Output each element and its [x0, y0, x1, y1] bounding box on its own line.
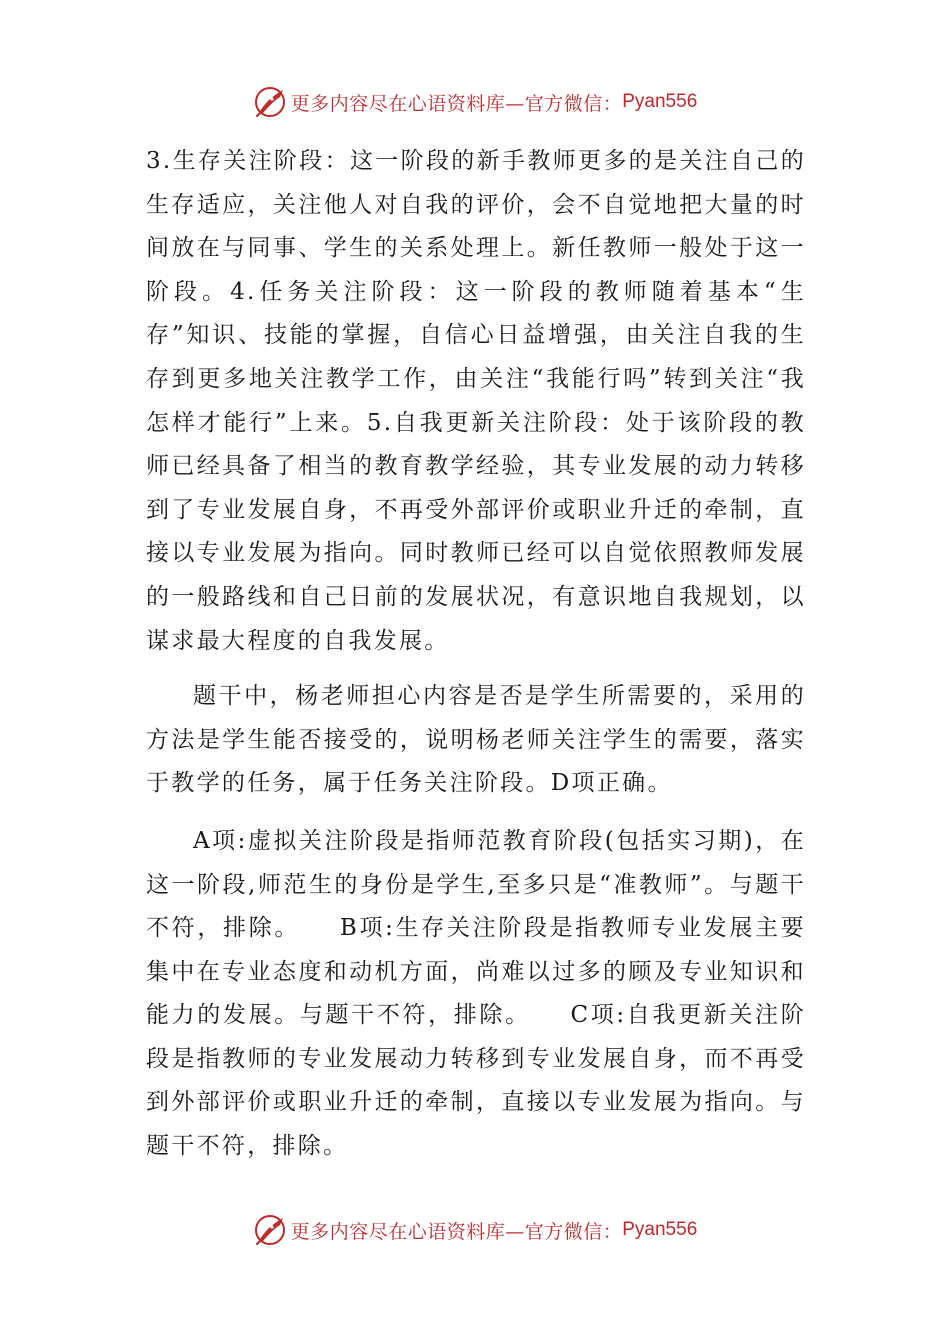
pen-nib-logo-icon: [253, 85, 287, 119]
header-banner-text: 更多内容尽在心语资料库—官方微信：: [290, 92, 623, 115]
footer-banner: [0, 1212, 950, 1248]
paragraph-teacher-stages: 3.生存关注阶段：这一阶段的新手教师更多的是关注自己的生存适应，关注他人对自我的评价，会不自觉地把大量的时间放在与同事、学生的关系处理上。新任教师一般处于这一阶段。4.任务关注阶段：这一阶段的教师随着基本“生存”知识、技能的掌握，自信心日益增强，由关注自我的生存到更多地关注教学工作，由关注“我能行吗”转到关注“我怎样才能行”上来。5.自我更新关注阶段：处于该阶段的教师已经具备了相当的教育教学经验，其专业发展的动力转移到了专业发展自身，不再受外部评价或职业升迁的牵制，直接以专业发展为指向。同时教师已经可以自觉依照教师发展的一般路线和自己日前的发展状况，有意识地自我规划，以谋求最大程度的自我发展。: [146, 148, 806, 654]
footer-wechat-id: Pyan556: [622, 1219, 698, 1240]
footer-banner-text: 更多内容尽在心语资料库—官方微信：: [290, 1220, 623, 1243]
header-wechat-id: Pyan556: [622, 91, 698, 112]
pen-nib-logo-icon: [253, 1213, 287, 1247]
document-body: [146, 140, 806, 1169]
header-banner: [0, 84, 950, 120]
paragraph-answer-analysis: 题干中，杨老师担心内容是否是学生所需要的，采用的方法是学生能否接受的，说明杨老师关注学生的需要，落实于教学的任务，属于任务关注阶段。D项正确。: [146, 683, 806, 797]
paragraph-option-elimination: A项:虚拟关注阶段是指师范教育阶段(包括实习期)，在这一阶段,师范生的身份是学生,至多只是“准教师”。与题干不符，排除。 B项:生存关注阶段是指教师专业发展主要集中在专业态度和动机方面，尚难以过多的顾及专业知识和能力的发展。与题干不符，排除。 C项:自我更新关注阶段是指教师的专业发展动力转移到专业发展自身，而不再受到外部评价或职业升迁的牵制，直接以专业发展为指向。与题干不符，排除。: [146, 827, 806, 1160]
